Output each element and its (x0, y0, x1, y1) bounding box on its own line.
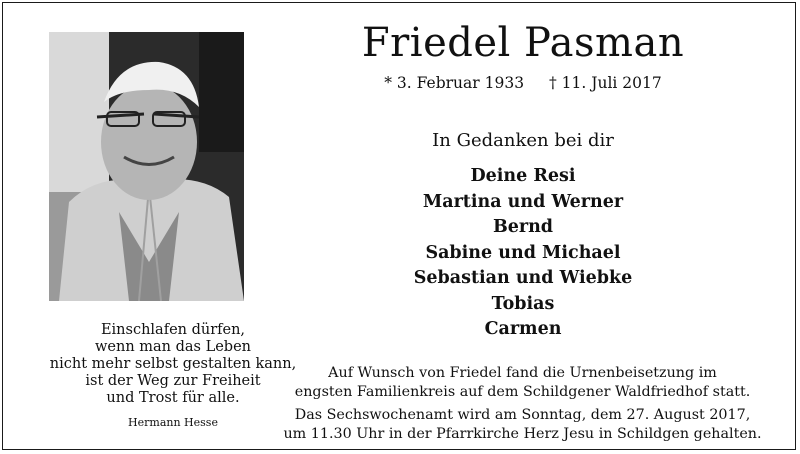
poem-line: ist der Weg zur Freiheit (85, 373, 261, 389)
poem-author: Hermann Hesse (128, 416, 218, 429)
family-member: Bernd (492, 217, 554, 237)
notice-line: Das Sechswochenamt wird am Sonntag, dem 27. August 2017, (294, 407, 751, 423)
family-member: Deine Resi (470, 166, 576, 186)
family-member: Sebastian und Wiebke (413, 268, 633, 288)
deceased-name: Friedel Pasman (361, 20, 685, 66)
poem-line: wenn man das Leben (94, 339, 251, 355)
family-list (303, 164, 743, 343)
family-member: Martina und Werner (422, 191, 624, 212)
life-dates (303, 73, 743, 93)
poem-line: Einschlafen dürfen, (100, 322, 246, 338)
thoughts-line: In Gedanken bei dir (432, 130, 614, 151)
poem-line: nicht mehr selbst gestalten kann, (49, 356, 297, 372)
portrait-photo (49, 32, 244, 301)
notice-line: um 11.30 Uhr in der Pfarrkirche Herz Jesu in Schildgen gehalten. (283, 426, 762, 442)
burial-notice (275, 364, 770, 444)
death-date: † 11. Juli 2017 (549, 74, 662, 92)
obituary-card (2, 2, 796, 450)
family-member: Carmen (484, 319, 562, 339)
notice-line: engsten Familienkreis auf dem Schildgener Waldfriedhof statt. (294, 384, 751, 400)
poem-line: und Trost für alle. (106, 390, 240, 406)
family-member: Tobias (491, 293, 555, 314)
family-member: Sabine und Michael (425, 242, 621, 263)
notice-line: Auf Wunsch von Friedel fand die Urnenbeisetzung im (328, 365, 717, 381)
birth-date: * 3. Februar 1933 (384, 74, 525, 92)
